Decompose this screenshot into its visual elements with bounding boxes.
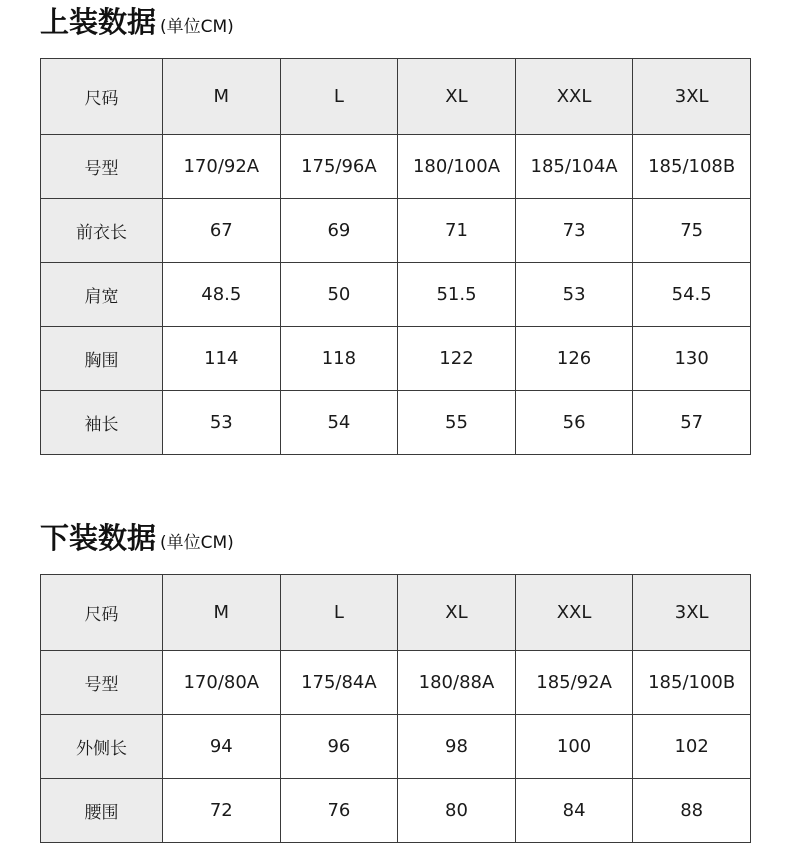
table-cell: 185/92A [515,651,633,715]
header-cell: XXL [515,59,633,135]
header-cell: XL [398,575,516,651]
table-row [41,327,751,391]
header-cell: XXL [515,575,633,651]
table-cell: 98 [398,715,516,779]
table-cell: 72 [163,779,281,843]
bottom-title: 下装数据 [40,521,157,555]
row-label: 号型 [41,651,163,715]
table-cell: 84 [515,779,633,843]
row-label: 腰围 [41,779,163,843]
row-label: 肩宽 [41,263,163,327]
table-cell: 53 [163,391,281,455]
table-cell: 126 [515,327,633,391]
table-cell: 94 [163,715,281,779]
table-cell: 56 [515,391,633,455]
row-label: 前衣长 [41,199,163,263]
table-cell: 185/104A [515,135,633,199]
bottom-size-table [40,574,751,843]
table-cell: 53 [515,263,633,327]
table-cell: 76 [280,779,398,843]
top-size-table [40,58,751,455]
header-cell: M [163,59,281,135]
table-row [41,779,751,843]
table-cell: 71 [398,199,516,263]
table-cell: 180/100A [398,135,516,199]
header-cell: 尺码 [41,575,163,651]
table-cell: 50 [280,263,398,327]
table-cell: 102 [633,715,751,779]
bottom-heading [40,516,750,556]
table-row [41,199,751,263]
table-cell: 122 [398,327,516,391]
top-unit: (单位CM) [160,17,234,37]
table-cell: 54 [280,391,398,455]
header-cell: M [163,575,281,651]
header-cell: 3XL [633,59,751,135]
table-cell: 170/92A [163,135,281,199]
table-cell: 180/88A [398,651,516,715]
row-label: 胸围 [41,327,163,391]
table-cell: 75 [633,199,751,263]
top-size-section [40,0,750,435]
row-label: 号型 [41,135,163,199]
table-cell: 100 [515,715,633,779]
table-cell: 170/80A [163,651,281,715]
table-cell: 73 [515,199,633,263]
row-label: 袖长 [41,391,163,455]
header-cell: L [280,575,398,651]
table-row [41,715,751,779]
table-row [41,651,751,715]
table-cell: 130 [633,327,751,391]
table-cell: 55 [398,391,516,455]
table-cell: 96 [280,715,398,779]
table-cell: 185/108B [633,135,751,199]
table-cell: 48.5 [163,263,281,327]
table-cell: 54.5 [633,263,751,327]
table-cell: 175/96A [280,135,398,199]
table-cell: 80 [398,779,516,843]
header-cell: 尺码 [41,59,163,135]
table-cell: 175/84A [280,651,398,715]
table-cell: 51.5 [398,263,516,327]
table-cell: 88 [633,779,751,843]
top-heading [40,0,750,40]
header-cell: L [280,59,398,135]
table-row [41,391,751,455]
table-cell: 57 [633,391,751,455]
table-row [41,135,751,199]
table-row [41,263,751,327]
table-cell: 185/100B [633,651,751,715]
header-cell: XL [398,59,516,135]
bottom-size-section [40,516,750,823]
top-title: 上装数据 [40,5,157,39]
table-header-row [41,575,751,651]
table-cell: 118 [280,327,398,391]
table-cell: 67 [163,199,281,263]
header-cell: 3XL [633,575,751,651]
row-label: 外侧长 [41,715,163,779]
bottom-unit: (单位CM) [160,533,234,553]
table-header-row [41,59,751,135]
table-cell: 114 [163,327,281,391]
table-cell: 69 [280,199,398,263]
